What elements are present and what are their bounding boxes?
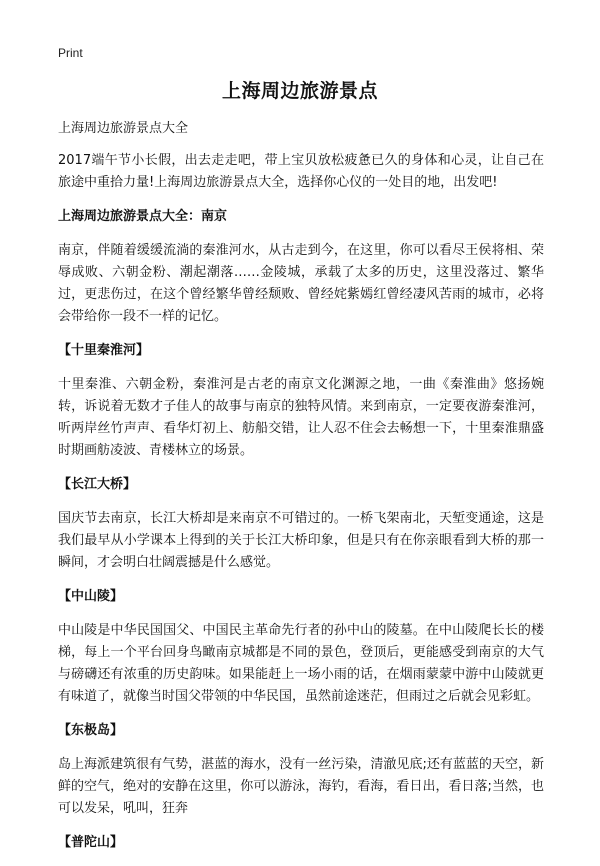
spot-heading-yangtze-bridge: 【长江大桥】 <box>58 477 137 492</box>
spot-text-qinhuai: 十里秦淮、六朝金粉，秦淮河是古老的南京文化渊源之地，一曲《秦淮曲》悠扬婉转，诉说着无数才子佳人的故事与南京的独特风情。来到南京，一定要夜游秦淮河，听两岸丝竹声声、看华灯初上、舫船交错，让人忍不住会去畅想一下，十里秦淮鼎盛时期画舫凌波、青楼林立的场景。 <box>58 377 544 458</box>
spot-text-yangtze-bridge: 国庆节去南京，长江大桥却是来南京不可错过的。一桥飞架南北，天堑变通途，这是我们最早从小学课本上得到的关于长江大桥印象，但是只有在你亲眼看到大桥的那一瞬间，才会明白壮阔震撼是什么感觉。 <box>58 511 544 570</box>
spot-heading-qinhuai: 【十里秦淮河】 <box>58 343 150 358</box>
spot-heading-sun-yat-sen-mausoleum: 【中山陵】 <box>58 589 124 604</box>
article-subtitle: 上海周边旅游景点大全 <box>58 121 189 136</box>
section-intro-paragraph: 南京，伴随着缓缓流淌的秦淮河水，从古走到今，在这里，你可以看尽王侯将相、荣辱成败、六朝金粉、潮起潮落……金陵城，承载了太多的历史，这里没落过、繁华过，更悲伤过，在这个曾经繁华曾经颓败、曾经姹紫嫣红曾经凄风苦雨的城市，必将会带给你一段不一样的记忆。 <box>58 243 544 324</box>
spot-heading-dongji-island: 【东极岛】 <box>58 723 124 738</box>
spot-text-sun-yat-sen-mausoleum: 中山陵是中华民国国父、中国民主革命先行者的孙中山的陵墓。在中山陵爬长长的楼梯，每上一个平台回身鸟瞰南京城都是不同的景色，登顶后，更能感受到南京的大气与磅礴还有浓重的历史韵味。如果能赶上一场小雨的话，在烟雨蒙蒙中游中山陵就更有味道了，就像当时国父带领的中华民国，虽然前途迷茫，但雨过之后就会见彩虹。 <box>58 623 544 704</box>
spot-heading-putuo-mountain: 【普陀山】 <box>58 835 124 850</box>
print-label: Print <box>58 46 83 60</box>
page-title: 上海周边旅游景点 <box>221 80 378 102</box>
section-heading: 上海周边旅游景点大全：南京 <box>58 209 228 224</box>
intro-paragraph: 2017端午节小长假，出去走走吧，带上宝贝放松疲惫已久的身体和心灵，让自己在旅途中重拾力量!上海周边旅游景点大全，选择你心仪的一处目的地，出发吧! <box>58 153 544 190</box>
spot-text-dongji-island: 岛上海派建筑很有气势，湛蓝的海水，没有一丝污染，清澈见底;还有蓝蓝的天空，新鲜的空气，绝对的安静在这里，你可以游泳，海钓，看海，看日出，看日落;当然，也可以发呆，吼叫，狂奔 <box>58 757 544 816</box>
article-body <box>58 118 544 866</box>
